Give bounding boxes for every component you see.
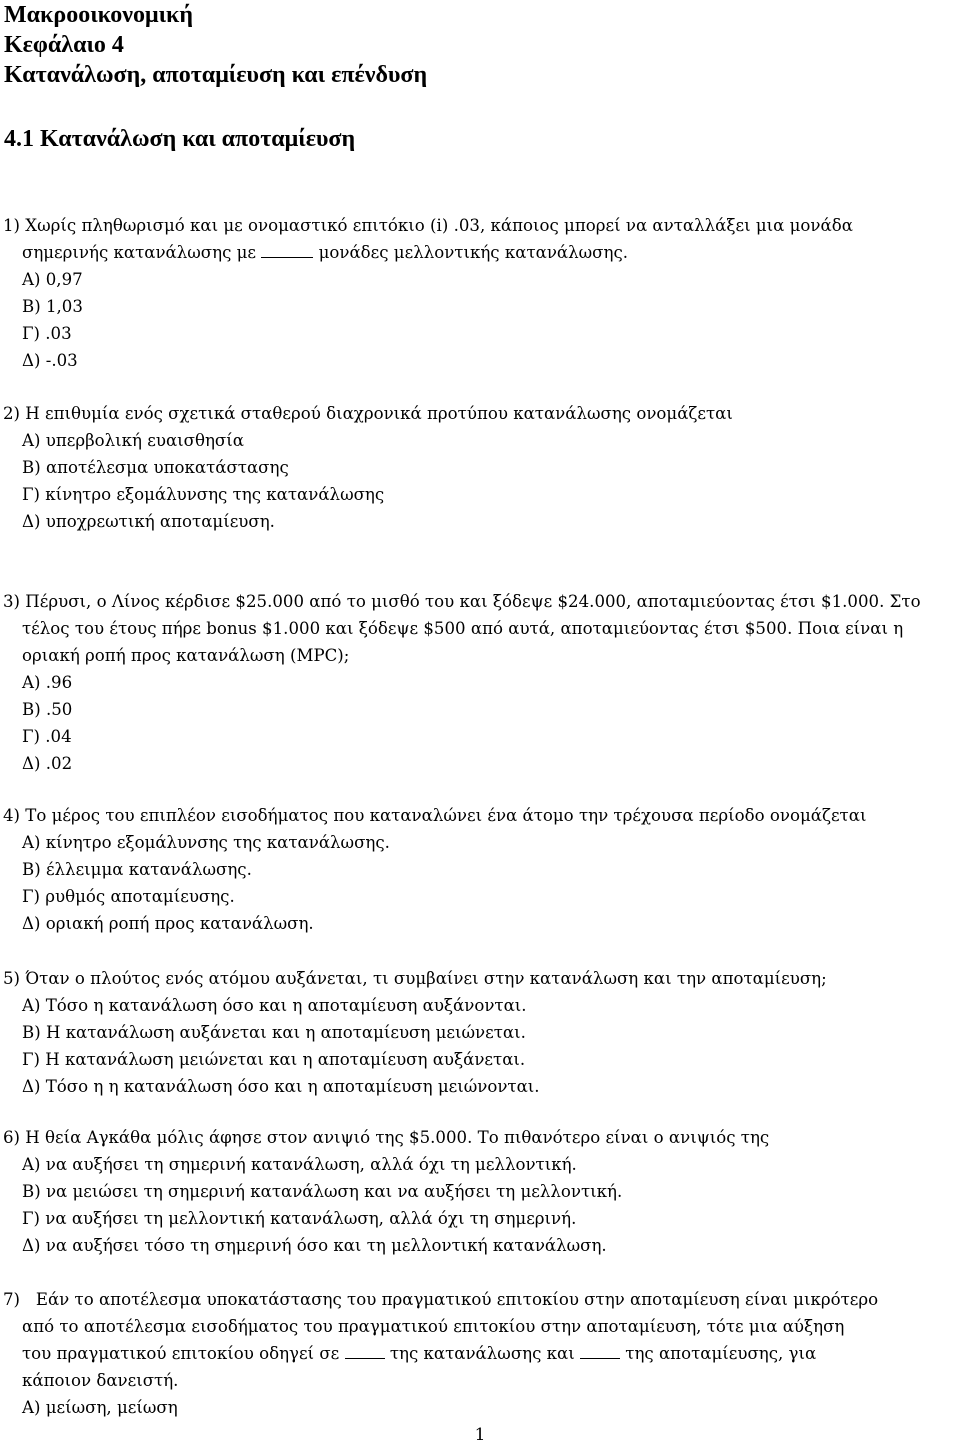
- question-1: [0, 212, 960, 374]
- question-text: 1) Χωρίς πληθωρισμό και με ονομαστικό επιτόκιο (i) .03, κάποιος μπορεί να ανταλλάξει μια μονάδα: [3, 216, 853, 235]
- option-b: Β) Η κατανάλωση αυξάνεται και η αποταμίευση μειώνεται.: [22, 1023, 526, 1042]
- question-text-part: της κατανάλωσης και: [384, 1344, 581, 1363]
- section-title: 4.1 Κατανάλωση και αποταμίευση: [4, 126, 356, 152]
- question-3: [0, 588, 960, 777]
- option-b: Β) .50: [22, 700, 73, 719]
- question-5: [0, 965, 960, 1100]
- option-a: Α) Τόσο η κατανάλωση όσο και η αποταμίευση αυξάνονται.: [22, 996, 527, 1015]
- question-text: 4) Το μέρος του επιπλέον εισοδήματος που καταναλώνει ένα άτομο την τρέχουσα περίοδο ονομάζεται: [3, 806, 867, 825]
- answer-blank: [345, 1343, 385, 1359]
- option-b: Β) αποτέλεσμα υποκατάστασης: [22, 458, 289, 477]
- question-4: [0, 802, 960, 937]
- option-b: Β) 1,03: [22, 297, 83, 316]
- question-text-continued: τέλος του έτους πήρε bonus $1.000 και ξόδεψε $500 από αυτά, αποταμιεύοντας έτσι $500. Ποια είναι η: [22, 619, 904, 638]
- option-d: Δ) -.03: [22, 351, 78, 370]
- option-a: Α) .96: [22, 673, 73, 692]
- option-c: Γ) Η κατανάλωση μειώνεται και η αποταμίευση αυξάνεται.: [22, 1050, 526, 1069]
- option-d: Δ) να αυξήσει τόσο τη σημερινή όσο και τη μελλοντική κατανάλωση.: [22, 1236, 607, 1255]
- question-text-continued: οριακή ροπή προς κατανάλωση (MPC);: [22, 646, 350, 665]
- question-text-continued: από το αποτέλεσμα εισοδήματος του πραγματικού επιτοκίου στην αποταμίευση, τότε μια αύξηση: [22, 1317, 845, 1336]
- option-d: Δ) Τόσο η η κατανάλωση όσο και η αποταμίευση μειώνονται.: [22, 1077, 540, 1096]
- option-d: Δ) υποχρεωτική αποταμίευση.: [22, 512, 275, 531]
- question-text-part: της αποταμίευσης, για: [620, 1344, 817, 1363]
- option-a: Α) να αυξήσει τη σημερινή κατανάλωση, αλλά όχι τη μελλοντική.: [22, 1155, 577, 1174]
- option-a: Α) υπερβολική ευαισθησία: [22, 431, 244, 450]
- question-text: 6) Η θεία Αγκάθα μόλις άφησε στον ανιψιό της $5.000. Το πιθανότερο είναι ο ανιψιός της: [3, 1128, 770, 1147]
- option-c: Γ) ρυθμός αποταμίευσης.: [22, 887, 235, 906]
- answer-blank: [261, 242, 313, 258]
- option-c: Γ) .04: [22, 727, 72, 746]
- option-a: Α) 0,97: [22, 270, 83, 289]
- question-text-part: σημερινής κατανάλωσης με: [22, 243, 262, 262]
- option-c: Γ) .03: [22, 324, 72, 343]
- question-2: [0, 400, 960, 535]
- option-b: Β) έλλειμμα κατανάλωσης.: [22, 860, 252, 879]
- option-a: Α) μείωση, μείωση: [22, 1398, 178, 1417]
- option-d: Δ) οριακή ροπή προς κατανάλωση.: [22, 914, 314, 933]
- question-text-part: μονάδες μελλοντικής κατανάλωσης.: [313, 243, 629, 262]
- answer-blank: [580, 1343, 620, 1359]
- question-text-part: του πραγματικού επιτοκίου οδηγεί σε: [22, 1344, 345, 1363]
- question-text-continued: κάποιον δανειστή.: [22, 1371, 179, 1390]
- option-c: Γ) να αυξήσει τη μελλοντική κατανάλωση, αλλά όχι τη σημερινή.: [22, 1209, 577, 1228]
- question-text: 7) Εάν το αποτέλεσμα υποκατάστασης του πραγματικού επιτοκίου στην αποταμίευση είναι μικρότερο: [3, 1290, 879, 1309]
- subject-title: Μακροοικονομική: [4, 2, 194, 28]
- option-a: Α) κίνητρο εξομάλυνσης της κατανάλωσης.: [22, 833, 390, 852]
- option-b: Β) να μειώσει τη σημερινή κατανάλωση και να αυξήσει τη μελλοντική.: [22, 1182, 623, 1201]
- option-c: Γ) κίνητρο εξομάλυνσης της κατανάλωσης: [22, 485, 385, 504]
- question-text: 2) Η επιθυμία ενός σχετικά σταθερού διαχρονικά προτύπου κατανάλωσης ονομάζεται: [3, 404, 733, 423]
- chapter-label: Κεφάλαιο 4: [4, 32, 124, 58]
- question-6: [0, 1124, 960, 1259]
- question-7: [0, 1286, 960, 1421]
- question-text: 5) Όταν ο πλούτος ενός ατόμου αυξάνεται, τι συμβαίνει στην κατανάλωση και την αποταμίευση;: [3, 969, 827, 988]
- question-text-continued: [0, 1340, 960, 1367]
- option-d: Δ) .02: [22, 754, 73, 773]
- chapter-title: Κατανάλωση, αποταμίευση και επένδυση: [4, 62, 428, 88]
- question-text-continued: [0, 239, 960, 266]
- question-text: 3) Πέρυσι, ο Λίνος κέρδισε $25.000 από το μισθό του και ξόδεψε $24.000, αποταμιεύοντας έτσι $1.000. Στο: [3, 592, 921, 611]
- page-number: 1: [474, 1425, 486, 1445]
